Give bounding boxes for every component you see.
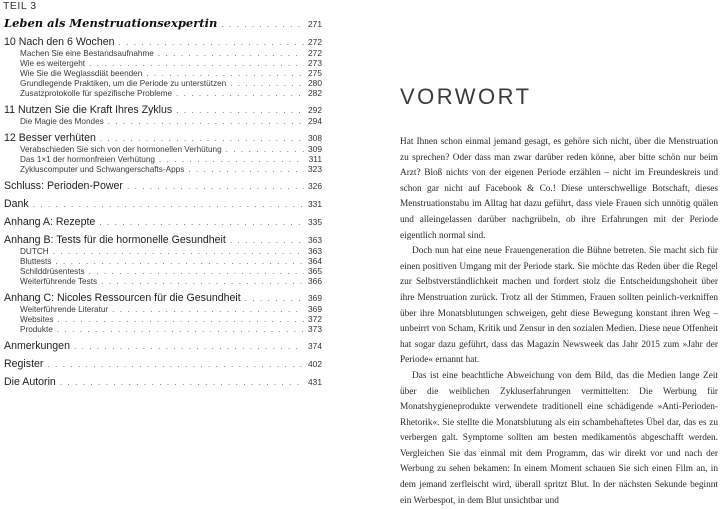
dot-leader <box>47 360 304 369</box>
table-of-contents-page <box>0 0 340 488</box>
toc-entry-page: 292 <box>308 105 322 115</box>
dot-leader <box>101 277 304 286</box>
toc-entry-title: Weiterführende Tests <box>20 277 98 286</box>
toc-chapter-row <box>4 198 322 210</box>
toc-chapter-row <box>4 132 322 144</box>
paragraph: Das ist eine beachtliche Abweichung von dem Bild, das die Medien lange Zeit über die weiblichen Zykluserfahrungen vermittelten: Die Werbung für Monatshygieneprodukte verwendete traditionell eine schädigende »Anti-Perioden-Rhetorik«. Sie stellte die Monatsblutung als ein schambehaftetes Übel dar, das es zu verbergen galt. Symptome sollten am besten medikamentös abgeschafft werden. Vergleichen Sie das einmal mit dem Programm, das wir direkt vor und nach der Werbung zu sehen bekamen: In einem Moment schauen Sie sich einen Film an, in dem jemand zerfleischt wird, überall spritzt Blut. In der nächsten Sekunde beginnt ein Werbespot, in dem Blut unsichtbar und <box>400 370 718 506</box>
dot-leader <box>89 59 304 68</box>
toc-entry-title: Bluttests <box>20 257 52 266</box>
toc-entry-page: 364 <box>308 256 322 266</box>
toc-entry-page: 331 <box>308 199 322 209</box>
toc-entry-page: 431 <box>308 377 322 387</box>
dot-leader <box>58 315 304 324</box>
toc-section-row <box>4 154 322 164</box>
paragraph: Hat Ihnen schon einmal jemand gesagt, es gehöre sich nicht, über die Menstruation zu sprechen? Oder dass man zwar darüber reden könne, aber bitte schön nur beim Arzt? Bloß nichts von der eigenen Periode erzählen – nicht im Freundeskreis und schon gar nicht auf Facebook & Co.! Diese unterschwellige Botschaft, dieses Menstruationstabu im Alltag hat dazu geführt, dass viele Frauen sich unnötig quälen und alleingelassen darüber nachgrübeln, ob ihre Erfahrungen mit der Periode eigentlich normal sind. <box>400 137 718 241</box>
toc-entry-title: Die Autorin <box>4 376 56 388</box>
toc-entry-title: Zusatzprotokolle für spezifische Probleme <box>20 89 172 98</box>
toc-chapter-row <box>4 376 322 388</box>
toc-chapter-row <box>4 340 322 352</box>
dot-leader <box>230 236 304 245</box>
toc-entry-title: 10 Nach den 6 Wochen <box>4 36 115 48</box>
toc-entry-page: 272 <box>308 37 322 47</box>
toc-entry-page: 363 <box>308 235 322 245</box>
toc-entry-title: 11 Nutzen Sie die Kraft Ihres Zyklus <box>4 104 173 116</box>
paragraph: Doch nun hat eine neue Frauengeneration die Bühne betreten. Sie macht sich für einen positiven Umgang mit der Periode stark. Sie möchte das Reden über die Regel zur Selbstverständlichkeit machen und fordert stolz die Entscheidungshoheit über ihre Menstruation zurück. Trotz all der Stimmen, Frauen sollten peinlich-verkniffen über ihre Monatsblutungen schweigen, geht diese Bewegung konstant ihren Weg – unbeirrt von Scham, Kritik und Zensur in den sozialen Medien. Diese neue Offenheit hat sogar dazu geführt, dass das Magazin Newsweek das Jahr 2015 zum »Jahr der Periode« ernannt hat. <box>400 246 718 366</box>
preface-heading: VORWORT <box>400 84 532 109</box>
toc-chapter-row <box>4 234 322 246</box>
toc-entry-page: 335 <box>308 217 322 227</box>
dot-leader <box>159 155 304 164</box>
toc-entry-title: Zykluscomputer und Schwangerschafts-Apps <box>20 165 185 174</box>
toc-entry-page: 323 <box>308 164 322 174</box>
toc-entry-page: 326 <box>308 181 322 191</box>
toc-entry-page: 369 <box>308 304 322 314</box>
dot-leader <box>127 182 304 191</box>
toc-section-row <box>4 78 322 88</box>
toc-entry-title: Anhang C: Nicoles Ressourcen für die Gesundheit <box>4 292 241 304</box>
toc-section-row <box>4 324 322 334</box>
dot-leader <box>60 378 304 387</box>
toc-entry-title: Anhang A: Rezepte <box>4 216 96 228</box>
toc-section-row <box>4 164 322 174</box>
dot-leader <box>176 106 304 115</box>
toc-entry-page: 308 <box>308 133 322 143</box>
toc-section-row <box>4 256 322 266</box>
toc-entry-title: Verabschieden Sie sich von der hormonellen Verhütung <box>20 145 222 154</box>
toc-section-row <box>4 246 322 256</box>
toc-entry-title: Produkte <box>20 325 53 334</box>
toc-entry-title: Dank <box>4 198 29 210</box>
toc-entry-page: 294 <box>308 116 322 126</box>
dot-leader <box>89 267 304 276</box>
toc-entry-page: 369 <box>308 293 322 303</box>
preface-page <box>380 0 720 506</box>
toc-section-row <box>4 116 322 126</box>
toc-section-row <box>4 58 322 68</box>
toc-entry-page: 372 <box>308 314 322 324</box>
preface-body <box>400 135 718 509</box>
toc-chapter-row <box>4 180 322 192</box>
toc-section-row <box>4 48 322 58</box>
toc-entry-page: 402 <box>308 359 322 369</box>
toc-section-row <box>4 314 322 324</box>
toc-entry-title: Das 1×1 der hormonfreien Verhütung <box>20 155 155 164</box>
dot-leader <box>226 145 304 154</box>
toc-section-row <box>4 68 322 78</box>
part-page: 271 <box>308 19 322 29</box>
dot-leader <box>245 294 304 303</box>
toc-section-row <box>4 144 322 154</box>
toc-chapter-row <box>4 358 322 370</box>
toc-chapter-row <box>4 36 322 48</box>
dot-leader <box>33 200 304 209</box>
dot-leader <box>188 165 304 174</box>
toc-entry-title: Schluss: Perioden-Power <box>4 180 123 192</box>
toc-entry-page: 311 <box>308 154 322 164</box>
toc-entry-title: Wie Sie die Weglassdiät beenden <box>20 69 143 78</box>
toc-entry-page: 373 <box>308 324 322 334</box>
toc-entry-page: 374 <box>308 341 322 351</box>
toc-entry-title: 12 Besser verhüten <box>4 132 96 144</box>
toc-entry-page: 363 <box>308 246 322 256</box>
toc-chapter-row <box>4 292 322 304</box>
dot-leader <box>100 134 304 143</box>
toc-entry-title: Register <box>4 358 44 370</box>
dot-leader <box>119 38 304 47</box>
toc-entry-page: 282 <box>308 88 322 98</box>
toc-section-row <box>4 88 322 98</box>
part-title-row <box>4 16 322 30</box>
toc-entry-page: 365 <box>308 266 322 276</box>
toc-section-row <box>4 304 322 314</box>
dot-leader <box>74 342 304 351</box>
toc-entry-title: Grundlegende Praktiken, um die Periode zu unterstützen <box>20 79 227 88</box>
dot-leader <box>112 305 304 314</box>
toc-entry-page: 272 <box>308 48 322 58</box>
toc-entry-title: Schilddrüsentests <box>20 267 85 276</box>
dot-leader <box>108 117 304 126</box>
toc-chapter-row <box>4 216 322 228</box>
toc-entry-title: Machen Sie eine Bestandsaufnahme <box>20 49 154 58</box>
toc-entry-page: 280 <box>308 78 322 88</box>
dot-leader <box>53 247 304 256</box>
toc-entry-page: 275 <box>308 68 322 78</box>
part-label: TEIL 3 <box>3 0 37 12</box>
dot-leader <box>55 257 304 266</box>
part-title: Leben als Menstruationsexpertin <box>4 16 218 30</box>
toc-entry-page: 366 <box>308 276 322 286</box>
toc-entry-title: Anmerkungen <box>4 340 70 352</box>
toc-entry-title: Wie es weitergeht <box>20 59 86 68</box>
dot-leader <box>146 69 304 78</box>
toc-entry-page: 273 <box>308 58 322 68</box>
toc-chapter-row <box>4 104 322 116</box>
toc-entry-page: 309 <box>308 144 322 154</box>
toc-entry-title: Websites <box>20 315 54 324</box>
toc-entry-title: Die Magie des Mondes <box>20 117 104 126</box>
toc-entry-title: Weiterführende Literatur <box>20 305 109 314</box>
toc-entry-title: DUTCH <box>20 247 49 256</box>
toc-entry-title: Anhang B: Tests für die hormonelle Gesundheit <box>4 234 226 246</box>
dot-leader <box>57 325 304 334</box>
dot-leader <box>176 89 304 98</box>
dot-leader <box>99 218 304 227</box>
dot-leader <box>230 79 304 88</box>
toc-section-row <box>4 266 322 276</box>
toc-list <box>4 16 322 388</box>
dot-leader <box>158 49 304 58</box>
toc-section-row <box>4 276 322 286</box>
